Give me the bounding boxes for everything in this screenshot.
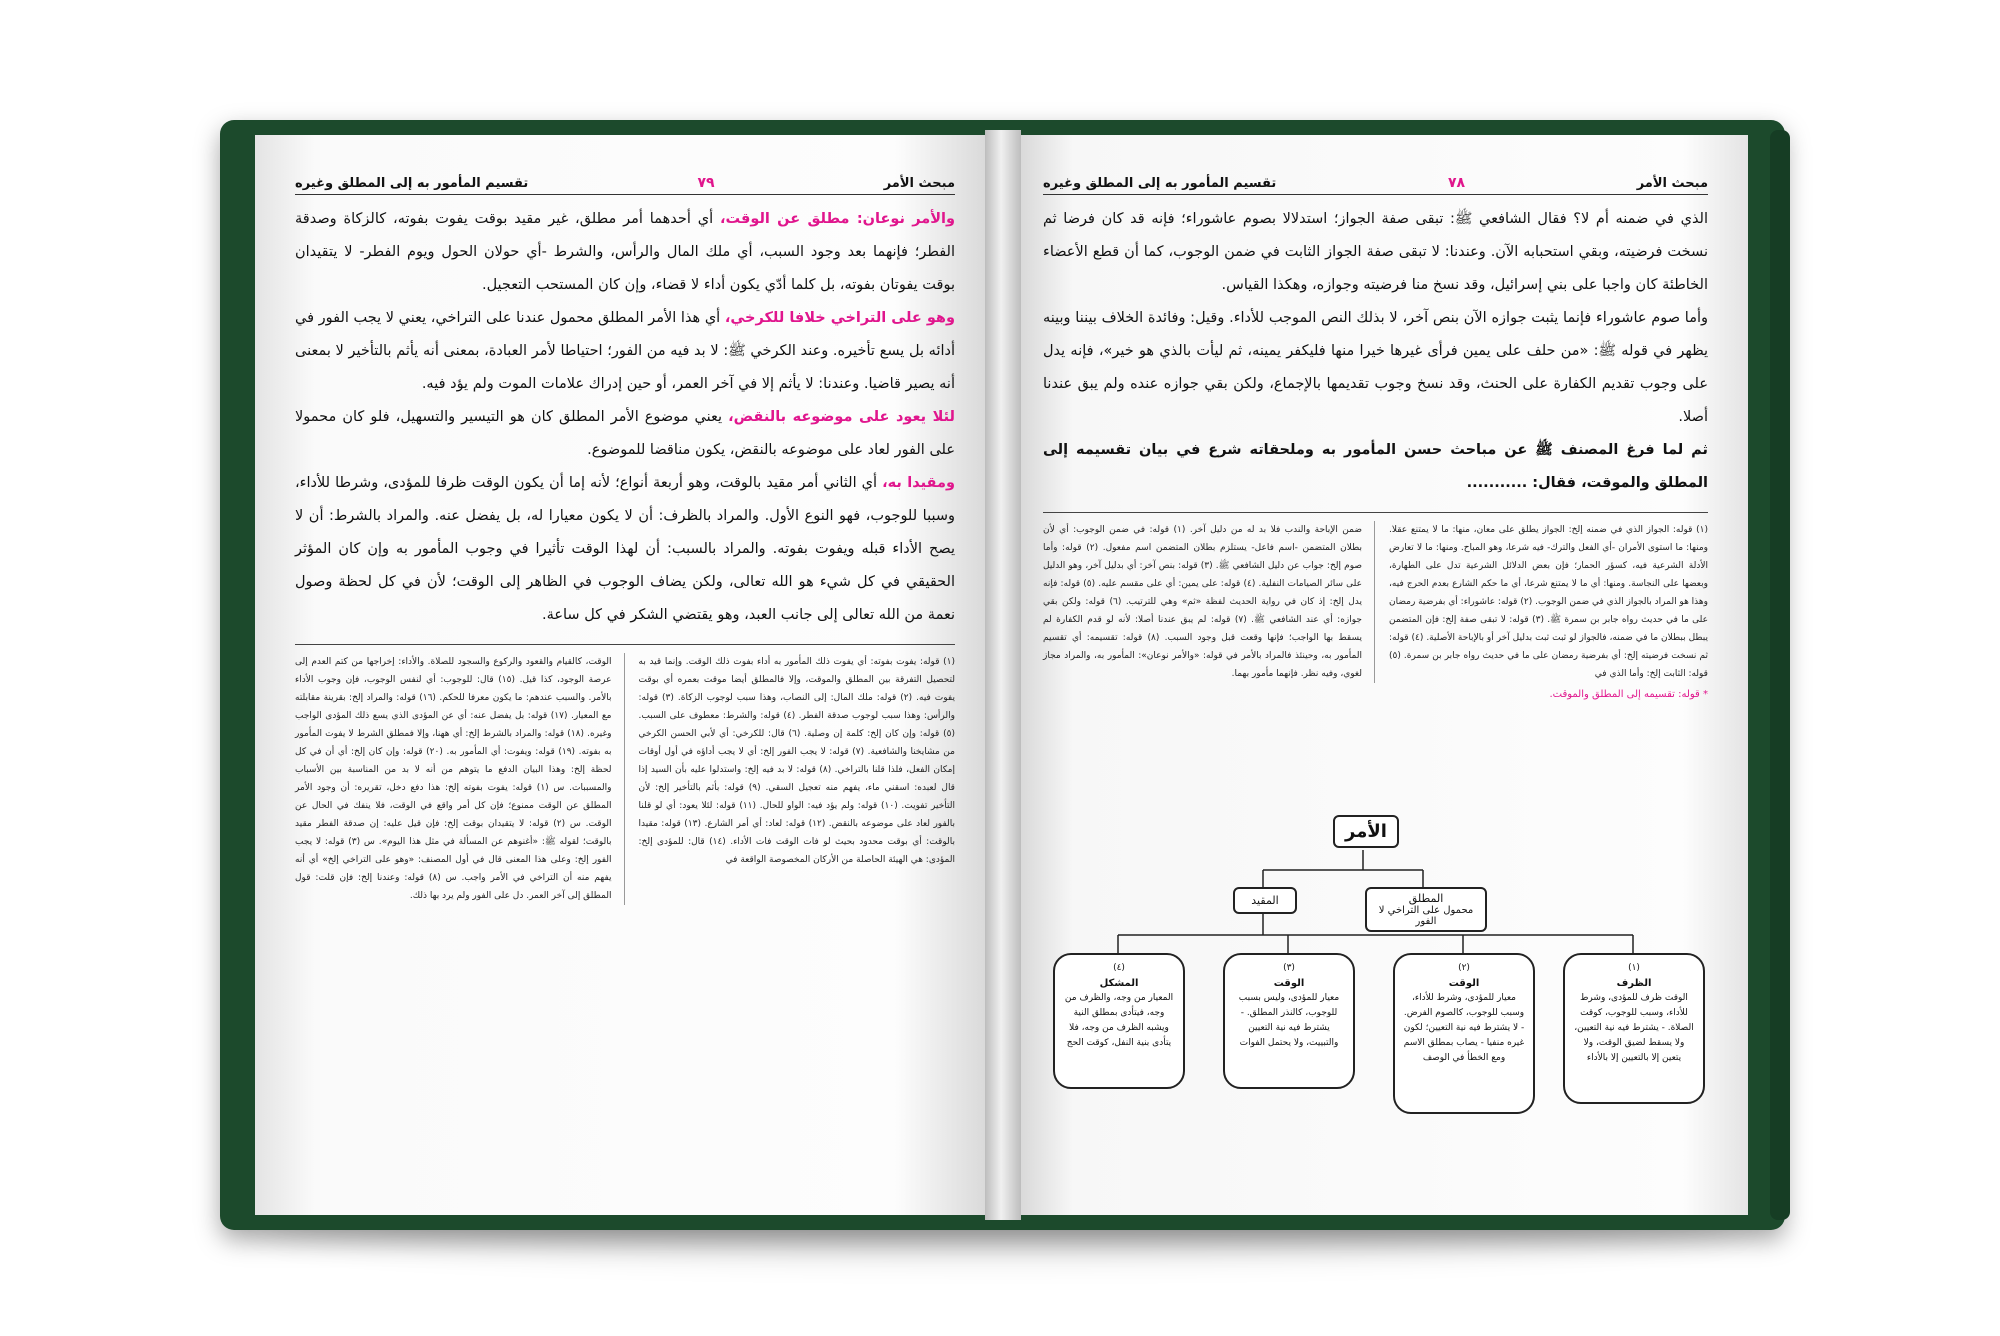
leaf-number: (٤) (1113, 963, 1125, 973)
leaf-title: الظرف (1616, 978, 1652, 989)
leaf-desc: معيار للمؤدى، وليس بسبب للوجوب، كالنذر المطلق. - يشترط فيه نية التعيين والتبييت، ولا يحتمل الفوات (1238, 993, 1340, 1048)
right-main-text (1043, 203, 1708, 500)
leaf-title: الوقت (1273, 978, 1305, 989)
right-paragraph (1043, 302, 1708, 434)
left-text: يعني موضوع الأمر المطلق كان هو التيسير والتسهيل، فلو كان محمولا على الفور لعاد على موضوعه بالنقض، يكون مناقضا للموضوع. (295, 409, 955, 458)
left-highlight: وهو على التراخي خلافا للكرخي، (724, 310, 955, 326)
left-highlight: ومقيدا به، (882, 475, 955, 491)
leaf-desc: معيار للمؤدى، وشرط للأداء، وسبب للوجوب، كالصوم الفرض. - لا يشترط فيه نية التعيين؛ لكون غيره منفيا - يصاب بمطلق الاسم ومع الخطأ في الوصف (1403, 993, 1525, 1063)
amr-tree-diagram (1043, 795, 1708, 1125)
leaf-desc: المعيار من وجه، والظرف من وجه، فيتأدى بمطلق النية ويشبه الظرف من وجه، فلا يتأدى بنية النفل، كوقت الحج (1064, 993, 1174, 1048)
left-text: أي أحدهما أمر مطلق، غير مقيد بوقت يفوت بفوته، كالزكاة وصدقة الفطر؛ فإنهما بعد وجود السبب، أي ملك المال والرأس، والشرط -أي حولان الحول ويوم الفطر- لا يتقيدان بوقت يفوتان بفوته، بل كلما أدّي يكون أداء لا قضاء، وإن كان المستحب التعجيل. (295, 211, 955, 293)
right-header-chapter: مبحث الأمر (1636, 176, 1708, 191)
right-paragraph (1043, 203, 1708, 302)
leaf-desc: الوقت ظرف للمؤدى، وشرط للأداء، وسبب للوجوب، كوقت الصلاة. - يشترط فيه نية التعيين، ولا يسقط لضيق الوقت، ولا يتعين إلا بالتعيين إلا بالأداء (1574, 993, 1694, 1063)
book-spine-gutter (985, 130, 1021, 1220)
right-footnotes-col-right: (١) قوله: الجواز الذي في ضمنه إلخ: الجواز يطلق على معان، منها: ما لا يمتنع عقلا. ومنها: ما استوى الأمران -أي الفعل والترك- فيه شرعا، وهو المباح. ومنها: ما لا تعارض الأدلة الشرعية فيه، كسؤر الحمار؛ فإن بعض الدلائل الشرعية تدل على الطهارة، وبعضها على النجاسة. ومنها: أي ما لا يمتنع شرعا، أي ما حكم الشارع بعدم الحرج فيه، وهذا هو المراد بالجواز الذي في ضمن الوجوب. (٢) قوله: عاشوراء: أي بفرضية رمضان على ما في حديث رواه جابر بن سمرة ﷺ. (٣) قوله: لا تبقى صفة إلخ: فإن المتضمن يبطل ببطلان ما في ضمنه، فالجواز لو ثبت ثبت بدليل آخر أو بالإباحة الأصلية. (٤) قوله: ثم نسخت فرضيته إلخ: أي بفرضية رمضان على ما في حديث رواه جابر بن سمرة. (٥) قوله: الثابت إلخ: وأما الذي في (1389, 525, 1709, 679)
leaf-number: (١) (1628, 963, 1640, 973)
right-page-number: ٧٨ (1447, 175, 1466, 191)
right-paragraph (1043, 434, 1708, 500)
diagram-root-node (1333, 815, 1399, 848)
diagram-root-label: الأمر (1345, 821, 1387, 842)
right-page-footnote: * قوله: تقسيمه إلى المطلق والموقت. (1549, 689, 1708, 700)
left-footnotes-col-left: الوقت، كالقيام والقعود والركوع والسجود للصلاة. والأداء: إخراجها من كتم العدم إلى عرصة الوجود، كذا قيل. (١٥) قال: للوجوب: أي لنفس الوجوب، فإن وجوب الأداء بالأمر. والسبب عندهم: ما يكون معرفا للحكم. (١٦) قوله: والمراد إلخ: بقرينة مقابلته مع المعيار. (١٧) قوله: بل يفضل عنه: أي عن المؤدى الذي يسع ذلك المؤدى الواجب وغيره. (١٨) قوله: والمراد بالشرط إلخ: أي ههنا، وإلا فمطلق الشرط لا يفوت المأمور به بفوته. (١٩) قوله: ويفوت: أي المأمور به. (٢٠) قوله: وإن كان إلخ: أي أن في كل لحظة إلخ: وهذا البيان الدفع ما يتوهم من أنه لا بد من المناسبة بين الأسباب والمسببات. س (١) قوله: يفوت بفوته إلخ: هذا دفع دخل، تقريره: أن وجود الأمر المطلق عن الوقت ممنوع؛ فإن كل أمر واقع في الوقت، فلا ينفك في الحال عن الوقت. س (٢) قوله: لا يتقيدان بوقت إلخ: فإن قيل عليه: إن صدقة الفطر مقيد بالوقت؛ لقوله ﷺ: «أغنوهم عن المسألة في مثل هذا اليوم». س (٣) قوله: لا يجب الفور إلخ: وعلى هذا المعنى قال في أول المصنف: «وهو على التراخي إلخ» أي أنه يفهم منه أن التراخي في الأمر واجب. س (٨) قوله: وعندنا إلخ: فإن قلت: قول المطلق إلى آخر العمر. دل على الفور ولم يرد بها ذلك. (295, 653, 625, 905)
book-cover-edge (1770, 130, 1790, 1220)
diagram-muqayyad-node (1233, 887, 1297, 914)
diagram-leaf-waqt-2 (1393, 953, 1535, 1114)
right-highlight: ثم لما فرغ المصنف (1560, 442, 1708, 458)
left-text: أي هذا الأمر المطلق محمول عندنا على التراخي، يعني لا يجب الفور في أدائه بل يسع تأخيره. وعند الكرخي ﷺ: لا بد فيه من الفور؛ احتياطا لأمر العبادة، بمعنى أنه يأثم بالتأخير لا بمعنى أنه يصير قاضيا. وعندنا: لا يأثم إلا في آخر العمر، أو حين إدراك علامات الموت ولم يؤد فيه. (295, 310, 955, 392)
left-paragraph (295, 401, 955, 467)
diagram-leaf-waqt-3 (1223, 953, 1355, 1089)
right-page-header (1043, 175, 1708, 195)
left-paragraph (295, 302, 955, 401)
left-main-text (295, 203, 955, 632)
left-highlight: والأمر نوعان: مطلق عن الوقت، (720, 211, 955, 227)
right-text: ﷺ عن مباحث حسن المأمور به وملحقاته شرع في بيان تقسيمه إلى المطلق والموقت، فقال: ........... (1043, 442, 1708, 491)
right-text: وأما صوم عاشوراء فإنما يثبت جوازه الآن بنص آخر، لا بذلك النص الموجب للأداء. وقيل: وفائدة الخلاف بيننا وبينه يظهر في قوله ﷺ: «من حلف على يمين فرأى غيرها خيرا منها فليكفر يمينه، ثم ليأت بالذي هو خير»، فإنه يدل على وجوب تقديم الكفارة على الحنث، وقد نسخ وجوب تقديمها بالإجماع، ولكن بقي جوازه عنده ولم يبق عندنا أصلا. (1043, 310, 1708, 425)
right-footnotes (1043, 512, 1708, 683)
right-header-section: تقسيم المأمور به إلى المطلق وغيره (1043, 176, 1277, 191)
diagram-leaf-zarf (1563, 953, 1705, 1104)
mutlaq-title: المطلق (1408, 892, 1444, 905)
left-header-section: تقسيم المأمور به إلى المطلق وغيره (295, 176, 529, 191)
right-page (1003, 135, 1748, 1215)
left-paragraph (295, 203, 955, 302)
left-page (255, 135, 995, 1215)
mutlaq-desc: محمول على التراخي لا الفور (1378, 905, 1474, 927)
left-text: أي الثاني أمر مقيد بالوقت، وهو أربعة أنواع؛ لأنه إما أن يكون الوقت ظرفا للمؤدى، وشرطا للأداء، وسببا للوجوب، فهو النوع الأول. والمراد بالظرف: أن لا يكون معيارا له، بل يفضل عنه. والمراد بالشرط: أن لا يصح الأداء قبله ويفوت بفوته. والمراد بالسبب: أن لهذا الوقت تأثيرا في وجوب المأمور به وإن كان المؤثر الحقيقي في كل شيء هو الله تعالى، ولكن يضاف الوجوب في الظاهر إلى الوقت؛ لأن في كل لحظة وصول نعمة من الله تعالى إلى جانب العبد، وهو يقتضي الشكر في كل ساعة. (295, 475, 955, 623)
leaf-title: الوقت (1448, 978, 1480, 989)
left-highlight: لئلا يعود على موضوعه بالنقض، (728, 409, 955, 425)
left-footnotes-col-right: (١) قوله: يفوت بفوته: أي يفوت ذلك المأمور به أداء بفوت ذلك الوقت. وإنما قيد به لتحصيل التفرقة بين المطلق والموقت، وإلا فالمطلق أيضا موقت بعمره أي بوقت يفوت فيه. (٢) قوله: ملك المال: إلى النصاب، وهذا سبب لوجوب الزكاة. (٣) قوله: والرأس: وهذا سبب لوجوب صدقة الفطر. (٤) قوله: والشرط: معطوف على السبب. (٥) قوله: وإن كان إلخ: كلمة إن وصلية. (٦) قال: للكرخي: أي لأبي الحسن الكرخي من مشايخنا والشافعية. (٧) قوله: لا يجب الفور إلخ: أي لا يجب أداؤه في أول أوقات إمكان الفعل، فلذا قلنا بالتراخي. (٨) قوله: لا بد فيه إلخ: واستدلوا عليه بأن السيد إذا قال لعبده: اسقني ماء، يفهم منه تعجيل السقي. (٩) قوله: بأثم بالتأخير إلخ: لأن التأخير تفويت. (١٠) قوله: ولم يؤد فيه: الواو للحال. (١١) قوله: لئلا يعود: أي لو قلنا بالفور لعاد على موضوعه بالنقض. (١٢) قوله: لعاد: أي أمر الشارع. (١٣) قوله: مقيدا بالوقت: أي بوقت محدود بحيث لو فات الوقت فات الأداء. (١٤) قال: للمؤدى إلخ: المؤدى: هي الهيئة الحاصلة من الأركان المخصوصة الواقعة في (638, 657, 955, 865)
diagram-leaf-mushkil (1053, 953, 1185, 1089)
left-header-chapter: مبحث الأمر (883, 176, 955, 191)
right-text: الذي في ضمنه أم لا؟ فقال الشافعي ﷺ: تبقى صفة الجواز؛ استدلالا بصوم عاشوراء؛ فإنه قد كان فرضا ثم نسخت فرضيته، وبقي استحبابه الآن. وعندنا: لا تبقى صفة الجواز الثابت في ضمن الوجوب، كما أن قطع الأعضاء الخاطئة كان واجبا على بني إسرائيل، وقد نسخ منا فرضيته وجوازه، وهكذا القياس. (1043, 211, 1708, 293)
diagram-mutlaq-node (1365, 887, 1487, 932)
right-footnotes-col-left: ضمن الإباحة والندب فلا بد له من دليل آخر. (١) قوله: في ضمن الوجوب: أي لأن بطلان المتضمن -اسم فاعل- يستلزم بطلان المتضمن اسم مفعول. (٢) قوله: وأما صوم إلخ: جواب عن دليل الشافعي ﷺ. (٣) قوله: بنص آخر: أي بدليل آخر، وهو الدليل على سائر الصيامات النفلية. (٤) قوله: على يمين: أي على مقسم عليه. (٥) قوله: فإنه يدل إلخ: إذ كان في رواية الحديث لفظة «ثم» وهي للترتيب. (٦) قوله: ولكن بقي جوازه: أي عند الشافعي ﷺ. (٧) قوله: لم يبق عندنا أصلا: لأنه لو قدم الكفارة لم يسقط بها الواجب؛ فإنها وقعت قبل وجود السبب. (٨) قوله: تقسيمه: أي تقسيم المأمور به، وحينئذ فالمراد بالأمر في قوله: «والأمر نوعان»: المأمور به، والمراد مجاز لغوي، وفيه نظر. فإنهما مأمور بهما. (1043, 521, 1375, 683)
left-page-header (295, 175, 955, 195)
left-paragraph (295, 467, 955, 632)
leaf-title: المشكل (1099, 978, 1139, 989)
leaf-number: (٣) (1283, 963, 1295, 973)
muqayyad-title: المقيد (1251, 894, 1279, 907)
leaf-number: (٢) (1458, 963, 1470, 973)
left-footnotes (295, 644, 955, 905)
left-page-number: ٧٩ (697, 175, 715, 191)
